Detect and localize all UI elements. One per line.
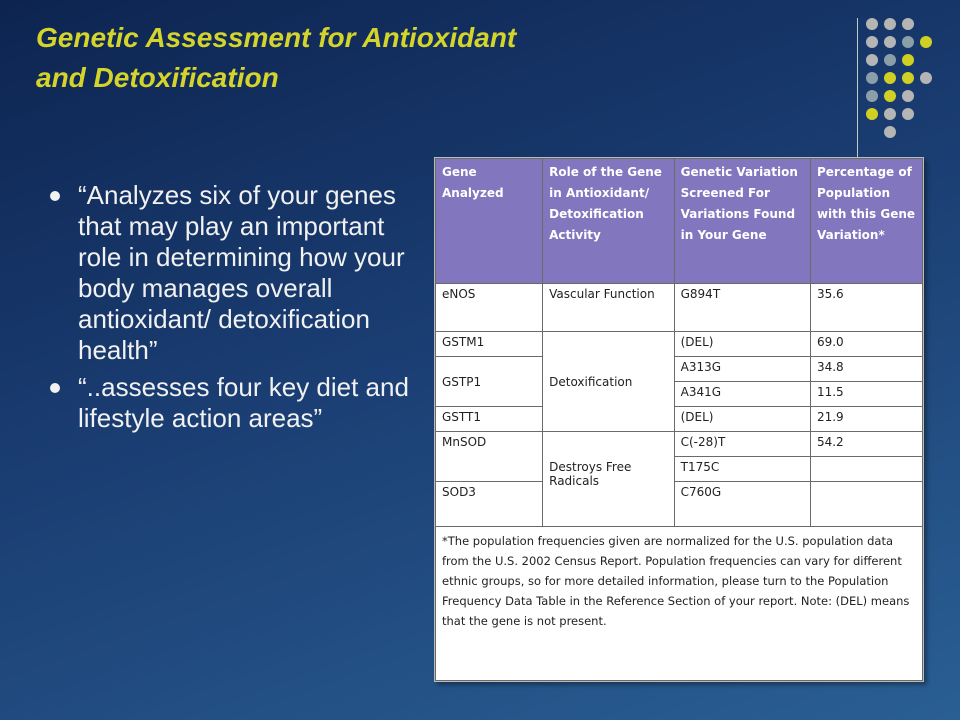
- gene-cell: SOD3: [436, 482, 543, 527]
- gene-table-image: [434, 157, 924, 682]
- bullet-list: [44, 180, 416, 440]
- gene-table: [435, 158, 923, 681]
- decorative-dot: [884, 36, 896, 48]
- bullet-text: “..assesses four key diet and lifestyle action areas”: [78, 372, 409, 433]
- bullet-dot-icon: [50, 191, 60, 201]
- percentage-cell: [810, 457, 922, 482]
- decorative-dot: [902, 18, 914, 30]
- decorative-dot: [884, 108, 896, 120]
- decorative-dot: [902, 54, 914, 66]
- table-row: [436, 332, 923, 357]
- variation-cell: T175C: [674, 457, 810, 482]
- bullet-item: [44, 372, 416, 434]
- table-row: [436, 284, 923, 332]
- bullet-text: “Analyzes six of your genes that may play an important role in determining how your body manages overall antioxidant/ detoxification health”: [78, 180, 405, 365]
- gene-cell: MnSOD: [436, 432, 543, 482]
- table-row: [436, 482, 923, 527]
- variation-cell: (DEL): [674, 332, 810, 357]
- percentage-cell: [810, 482, 922, 527]
- table-footnote: *The population frequencies given are normalized for the U.S. population data from the U.S. 2002 Census Report. Population frequencies can vary for different ethnic groups, so for more detailed information, please turn to the Population Frequency Data Table in the Reference Section of your report. Note: (DEL) means that the gene is not present.: [436, 527, 923, 681]
- decorative-dot: [884, 54, 896, 66]
- decorative-dot: [866, 108, 878, 120]
- decorative-dot: [902, 36, 914, 48]
- decorative-dot: [920, 18, 932, 30]
- decorative-dot: [902, 72, 914, 84]
- header-gene-analyzed: Gene Analyzed: [436, 159, 543, 284]
- role-cell: Destroys Free Radicals: [543, 432, 674, 527]
- decorative-dot: [884, 126, 896, 138]
- decorative-dot: [920, 90, 932, 102]
- decorative-dot: [866, 90, 878, 102]
- variation-cell: A313G: [674, 357, 810, 382]
- decorative-dot: [884, 90, 896, 102]
- decorative-dot: [920, 36, 932, 48]
- percentage-cell: 21.9: [810, 407, 922, 432]
- variation-cell: C(-28)T: [674, 432, 810, 457]
- header-percentage: Percentage of Population with this Gene Variation*: [810, 159, 922, 284]
- gene-cell: GSTM1: [436, 332, 543, 357]
- decorative-dot: [884, 18, 896, 30]
- percentage-cell: 11.5: [810, 382, 922, 407]
- table-row: [436, 432, 923, 457]
- table-row: [436, 357, 923, 382]
- decorative-dot: [902, 108, 914, 120]
- variation-cell: A341G: [674, 382, 810, 407]
- decorative-dot: [920, 108, 932, 120]
- decorative-dot: [902, 90, 914, 102]
- percentage-cell: 54.2: [810, 432, 922, 457]
- slide-title-line-2: and Detoxification: [36, 62, 279, 93]
- header-variation: Genetic Variation Screened For Variations Found in Your Gene: [674, 159, 810, 284]
- variation-cell: G894T: [674, 284, 810, 332]
- decorative-dot: [884, 72, 896, 84]
- bullet-item: [44, 180, 416, 366]
- percentage-cell: 69.0: [810, 332, 922, 357]
- variation-cell: (DEL): [674, 407, 810, 432]
- decorative-dot: [866, 18, 878, 30]
- decorative-dot: [920, 126, 932, 138]
- decorative-dot: [920, 72, 932, 84]
- decorative-dot: [902, 126, 914, 138]
- decorative-dot: [866, 36, 878, 48]
- percentage-cell: 34.8: [810, 357, 922, 382]
- table-header-row: [436, 159, 923, 284]
- table-footnote-row: [436, 527, 923, 681]
- gene-cell: eNOS: [436, 284, 543, 332]
- decorative-dot: [866, 126, 878, 138]
- header-role: Role of the Gene in Antioxidant/ Detoxification Activity: [543, 159, 674, 284]
- role-cell: Vascular Function: [543, 284, 674, 332]
- gene-cell: GSTP1: [436, 357, 543, 407]
- slide-title: [36, 18, 816, 98]
- table-row: [436, 407, 923, 432]
- decorative-dot: [920, 54, 932, 66]
- percentage-cell: 35.6: [810, 284, 922, 332]
- gene-cell: GSTT1: [436, 407, 543, 432]
- role-cell: Detoxification: [543, 332, 674, 432]
- decorative-divider: [857, 18, 858, 158]
- decorative-dot: [866, 54, 878, 66]
- bullet-dot-icon: [50, 383, 60, 393]
- decorative-dot-grid: [863, 15, 935, 141]
- slide-title-line-1: Genetic Assessment for Antioxidant: [36, 22, 517, 53]
- decorative-dot: [866, 72, 878, 84]
- variation-cell: C760G: [674, 482, 810, 527]
